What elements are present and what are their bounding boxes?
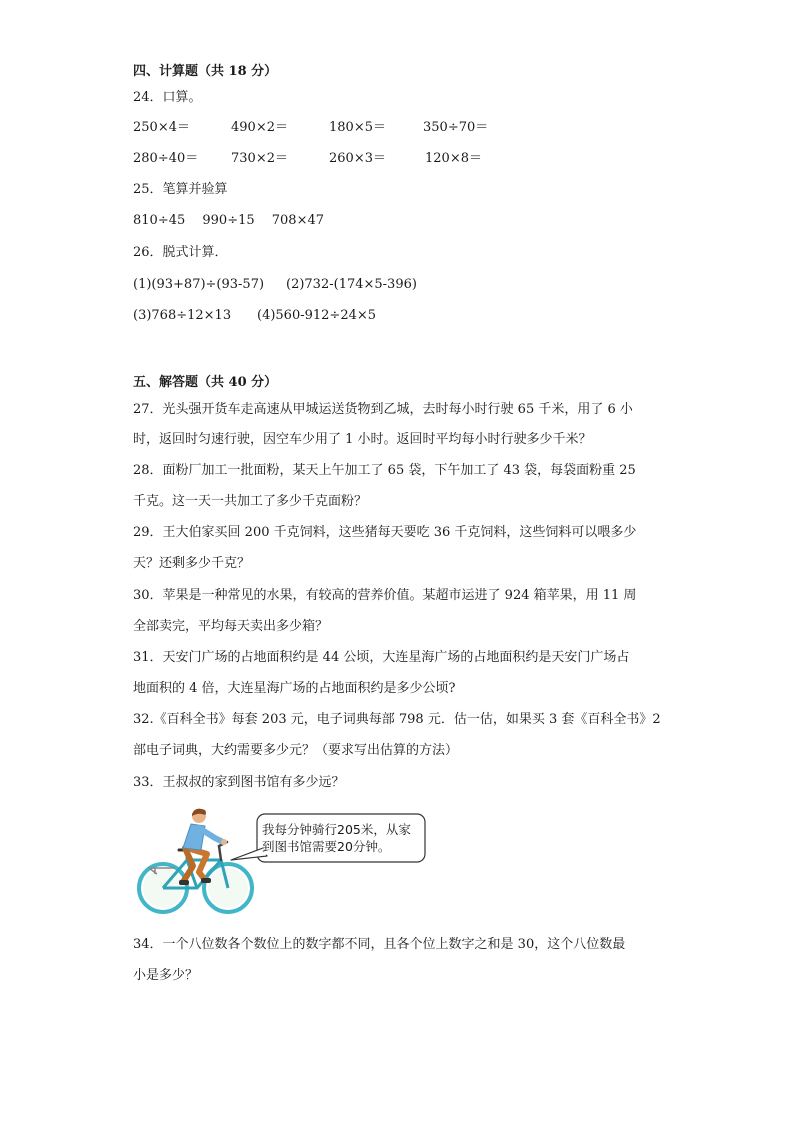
question-28-line-2: 千克。这一天一共加工了多少千克面粉？ <box>133 494 368 509</box>
oral-calc-item: 180×5＝ <box>329 120 386 135</box>
oral-calc-item: 350÷70＝ <box>423 120 489 135</box>
oral-calc-item: 250×4＝ <box>133 120 190 135</box>
oral-calc-item: 490×2＝ <box>231 120 288 135</box>
question-32-line-1: 32.《百科全书》每套 203 元，电子词典每部 798 元．估一估，如果买 3 套《百科全书》2 <box>133 712 661 727</box>
question-30-line-2: 全部卖完，平均每天卖出多少箱？ <box>133 619 329 634</box>
question-31-line-2: 地面积的 4 倍，大连星海广场的占地面积约是多少公顷? <box>133 681 456 696</box>
expression-item: (3)768÷12×13 <box>133 308 232 323</box>
question-34-line-2: 小是多少？ <box>133 968 199 983</box>
question-25-label: 25．笔算并验算 <box>133 182 228 197</box>
question-27-line-2: 时，返回时匀速行驶，因空车少用了 1 小时。返回时平均每小时行驶多少千米？ <box>133 432 592 447</box>
oral-calc-item: 120×8＝ <box>425 151 482 166</box>
question-28-line-1: 28．面粉厂加工一批面粉，某天上午加工了 65 袋，下午加工了 43 袋，每袋面粉重 25 <box>133 463 636 478</box>
question-34-line-1: 34．一个八位数各个数位上的数字都不同，且各个位上数字之和是 30，这个八位数最 <box>133 937 626 952</box>
expression-item: (2)732-(174×5-396) <box>286 277 417 292</box>
section-4-title: 四、计算题（共 18 分） <box>133 64 278 79</box>
expression-item: (1)(93+87)÷(93-57) <box>133 277 265 292</box>
question-29-line-1: 29．王大伯家买回 200 千克饲料，这些猪每天要吃 36 千克饲料，这些饲料可以喂多少 <box>133 525 637 540</box>
question-32-line-2: 部电子词典，大约需要多少元？（要求写出估算的方法） <box>133 743 459 758</box>
oral-calc-item: 260×3＝ <box>329 151 386 166</box>
question-31-line-1: 31．天安门广场的占地面积约是 44 公顷，大连星海广场的占地面积约是天安门广场占 <box>133 650 630 665</box>
section-5-title: 五、解答题（共 40 分） <box>133 375 278 390</box>
oral-calc-item: 730×2＝ <box>231 151 288 166</box>
question-33-label: 33．王叔叔的家到图书馆有多少远？ <box>133 775 345 790</box>
question-29-line-2: 天？还剩多少千克？ <box>133 556 251 571</box>
expression-item: (4)560-912÷24×5 <box>257 308 377 323</box>
oral-calc-item: 280÷40＝ <box>133 151 199 166</box>
question-25-items: 810÷45 990÷15 708×47 <box>133 213 325 228</box>
question-26-label: 26．脱式计算． <box>133 245 228 260</box>
question-30-line-1: 30．苹果是一种常见的水果，有较高的营养价值。某超市运进了 924 箱苹果，用 11 周 <box>133 588 637 603</box>
question-27-line-1: 27．光头强开货车走高速从甲城运送货物到乙城，去时每小时行驶 65 千米，用了 6 小 <box>133 402 633 417</box>
speech-bubble-text: 我每分钟骑行205米，从家到图书馆需要20分钟。 <box>262 822 411 854</box>
question-24-label: 24．口算。 <box>133 90 202 105</box>
